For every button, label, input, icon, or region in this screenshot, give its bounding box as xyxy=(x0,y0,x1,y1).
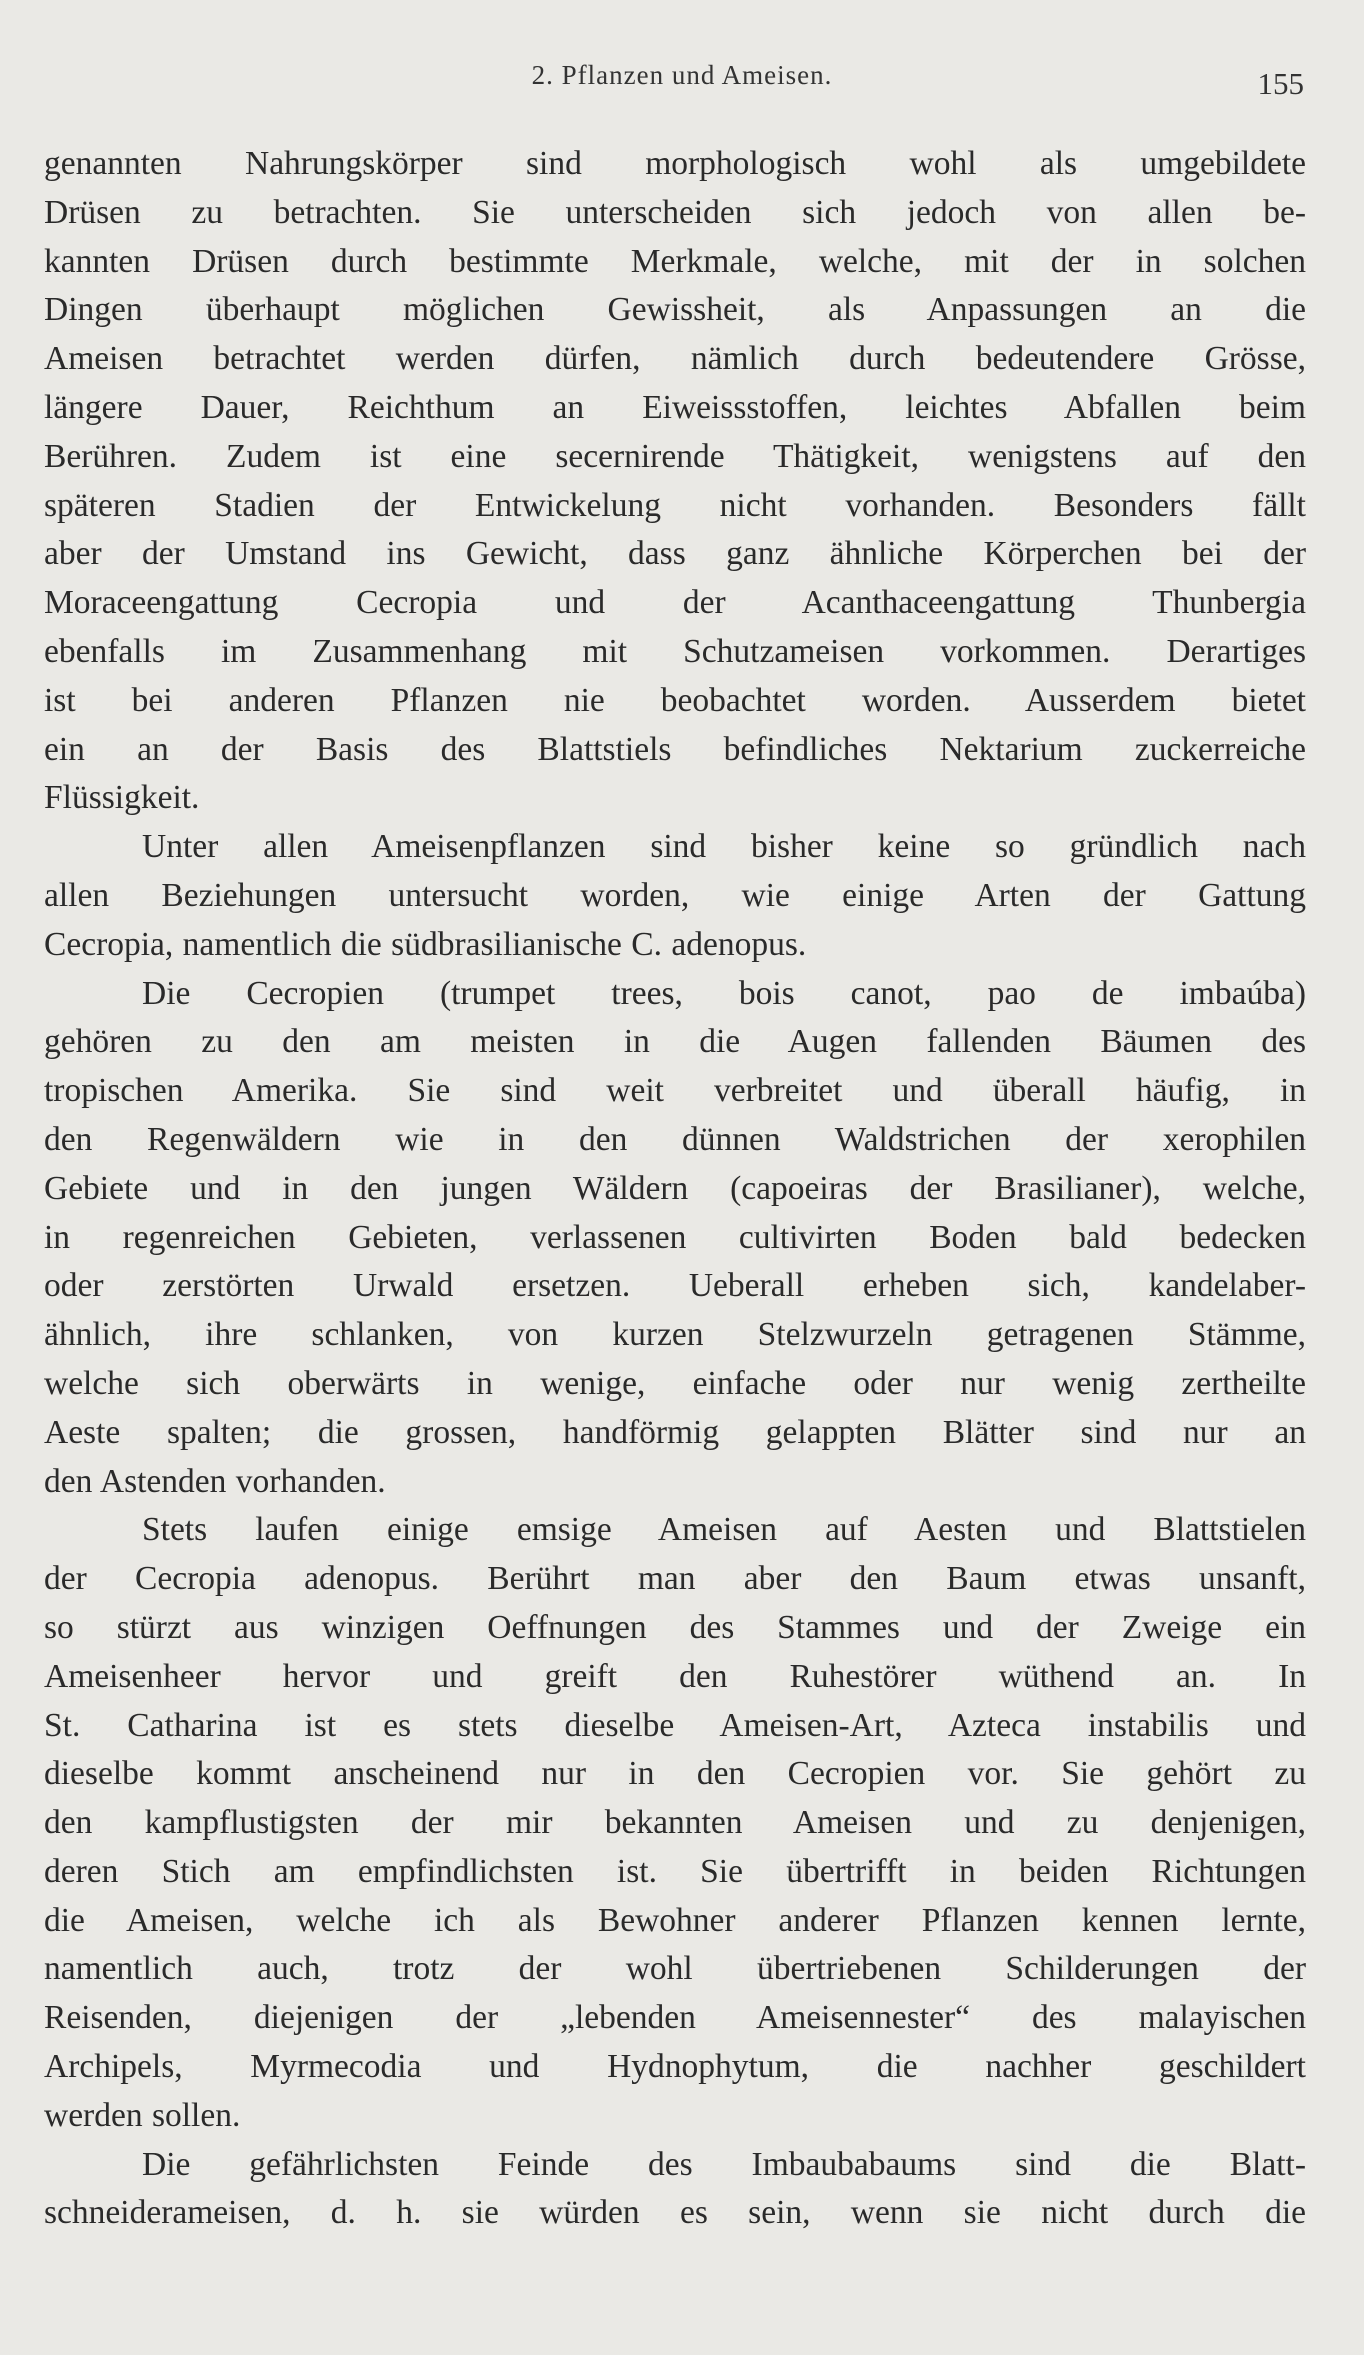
text-line: gehören zu den am meisten in die Augen fallenden Bäumen des xyxy=(44,1023,1306,1061)
text-line: den Regenwäldern wie in den dünnen Waldstrichen der xerophilen xyxy=(44,1120,1306,1158)
text-line: dieselbe kommt anscheinend nur in den Cecropien vor. Sie gehört zu xyxy=(44,1755,1306,1793)
text-line: St. Catharina ist es stets dieselbe Ameisen-Art, Azteca instabilis und xyxy=(44,1706,1306,1744)
text-line: die Ameisen, welche ich als Bewohner anderer Pflanzen kennen lernte, xyxy=(44,1901,1306,1939)
body-text xyxy=(44,140,1306,2238)
text-line: ist bei anderen Pflanzen nie beobachtet worden. Ausserdem bietet xyxy=(44,681,1306,719)
text-line: Aeste spalten; die grossen, handförmig gelappten Blätter sind nur an xyxy=(44,1413,1306,1451)
text-line: späteren Stadien der Entwickelung nicht vorhanden. Besonders fällt xyxy=(44,486,1306,524)
text-line: kannten Drüsen durch bestimmte Merkmale, welche, mit der in solchen xyxy=(44,242,1306,280)
text-line: deren Stich am empfindlichsten ist. Sie übertrifft in beiden Richtungen xyxy=(44,1852,1306,1890)
text-line: der Cecropia adenopus. Berührt man aber den Baum etwas unsanft, xyxy=(44,1560,1306,1598)
text-line: Dingen überhaupt möglichen Gewissheit, als Anpassungen an die xyxy=(44,291,1306,329)
text-line: Drüsen zu betrachten. Sie unterscheiden sich jedoch von allen be- xyxy=(44,193,1306,231)
text-line: Archipels, Myrmecodia und Hydnophytum, die nachher geschildert xyxy=(44,2048,1306,2086)
text-line: den Astenden vorhanden. xyxy=(44,1462,386,1500)
text-line: Gebiete und in den jungen Wäldern (capoeiras der Brasilianer), welche, xyxy=(44,1169,1306,1207)
text-line: schneiderameisen, d. h. sie würden es sein, wenn sie nicht durch die xyxy=(44,2194,1306,2232)
text-line: Ameisenheer hervor und greift den Ruhestörer wüthend an. In xyxy=(44,1657,1306,1695)
text-line: ein an der Basis des Blattstiels befindliches Nektarium zuckerreiche xyxy=(44,730,1306,768)
text-line: genannten Nahrungskörper sind morphologisch wohl als umgebildete xyxy=(44,145,1306,182)
text-line: Flüssigkeit. xyxy=(44,779,200,817)
text-line: Ameisen betrachtet werden dürfen, nämlich durch bedeutendere Grösse, xyxy=(44,340,1306,378)
text-line: namentlich auch, trotz der wohl übertriebenen Schilderungen der xyxy=(44,1950,1306,1988)
text-line: ebenfalls im Zusammenhang mit Schutzameisen vorkommen. Derartiges xyxy=(44,632,1306,670)
text-line: werden sollen. xyxy=(44,2096,241,2134)
text-line: den kampflustigsten der mir bekannten Ameisen und zu denjenigen, xyxy=(44,1804,1306,1842)
text-line: Moraceengattung Cecropia und der Acanthaceengattung Thunbergia xyxy=(44,584,1306,622)
running-title: 2. Pflanzen und Ameisen. xyxy=(531,60,833,90)
text-line: in regenreichen Gebieten, verlassenen cultivirten Boden bald bedecken xyxy=(44,1218,1306,1256)
text-line: Die gefährlichsten Feinde des Imbaubabaums sind die Blatt- xyxy=(142,2145,1306,2183)
text-line: welche sich oberwärts in wenige, einfache oder nur wenig zertheilte xyxy=(44,1364,1306,1402)
text-line: aber der Umstand ins Gewicht, dass ganz ähnliche Körperchen bei der xyxy=(44,535,1306,573)
text-line: allen Beziehungen untersucht worden, wie einige Arten der Gattung xyxy=(44,876,1306,914)
text-line: ähnlich, ihre schlanken, von kurzen Stelzwurzeln getragenen Stämme, xyxy=(44,1316,1306,1354)
text-line: so stürzt aus winzigen Oeffnungen des Stammes und der Zweige ein xyxy=(44,1608,1306,1646)
text-line: oder zerstörten Urwald ersetzen. Ueberall erheben sich, kandelaber- xyxy=(44,1267,1306,1305)
text-line: Cecropia, namentlich die südbrasilianische C. adenopus. xyxy=(44,925,807,963)
text-line: Berühren. Zudem ist eine secernirende Thätigkeit, wenigstens auf den xyxy=(44,437,1306,475)
text-line: tropischen Amerika. Sie sind weit verbreitet und überall häufig, in xyxy=(44,1072,1306,1110)
page-number: 155 xyxy=(1257,66,1304,101)
text-line: Die Cecropien (trumpet trees, bois canot, pao de imbaúba) xyxy=(142,974,1306,1012)
text-line: längere Dauer, Reichthum an Eiweissstoffen, leichtes Abfallen beim xyxy=(44,388,1306,426)
text-line: Stets laufen einige emsige Ameisen auf Aesten und Blattstielen xyxy=(142,1511,1306,1549)
running-head xyxy=(0,60,1364,100)
text-line: Reisenden, diejenigen der „lebenden Ameisennester“ des malayischen xyxy=(44,1999,1306,2037)
text-line: Unter allen Ameisenpflanzen sind bisher keine so gründlich nach xyxy=(142,828,1306,866)
